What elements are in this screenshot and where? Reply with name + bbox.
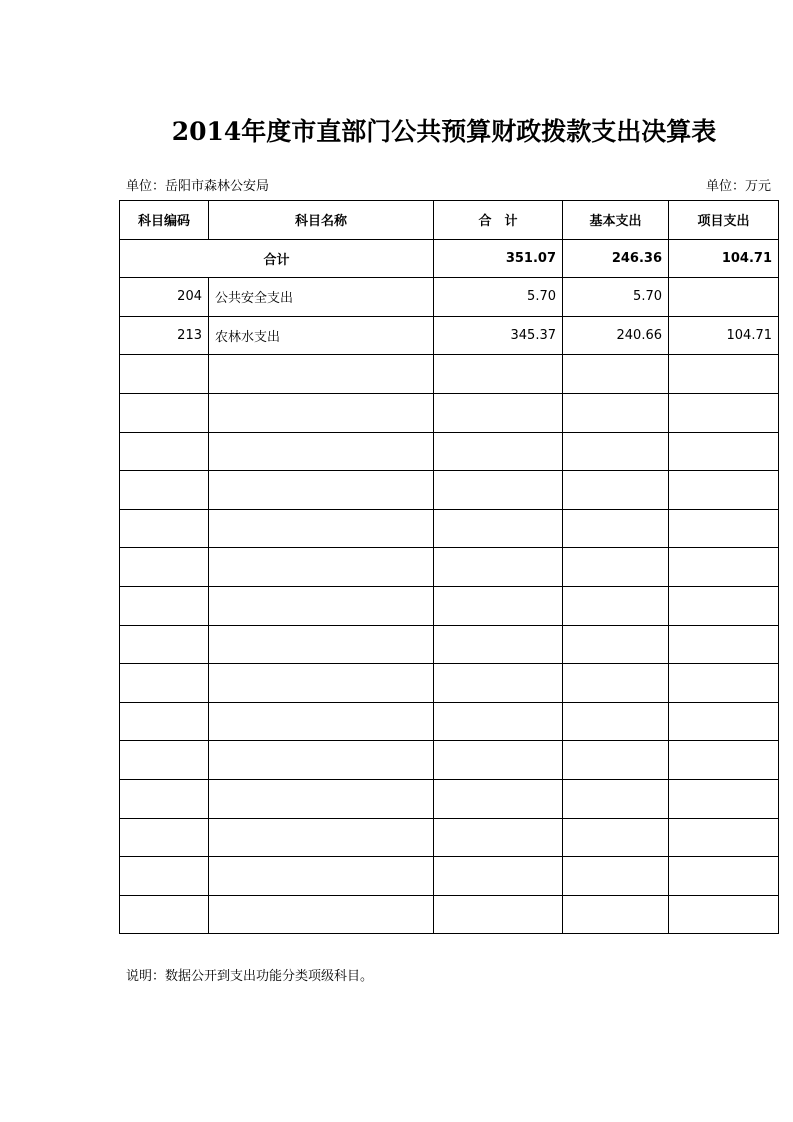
empty-cell — [669, 625, 779, 664]
empty-cell — [669, 586, 779, 625]
empty-row — [120, 625, 779, 664]
unit-organization: 单位：岳阳市森林公安局 — [126, 179, 270, 194]
header-total: 合 计 — [434, 201, 563, 240]
empty-cell — [434, 586, 563, 625]
empty-cell — [563, 509, 669, 548]
header-basic: 基本支出 — [563, 201, 669, 240]
empty-row — [120, 586, 779, 625]
empty-cell — [563, 393, 669, 432]
empty-cell — [120, 393, 209, 432]
empty-cell — [209, 471, 434, 510]
header-project: 项目支出 — [669, 201, 779, 240]
empty-cell — [209, 857, 434, 896]
empty-cell — [434, 548, 563, 587]
empty-row — [120, 432, 779, 471]
empty-cell — [434, 895, 563, 934]
empty-row — [120, 857, 779, 896]
empty-cell — [209, 625, 434, 664]
empty-cell — [563, 586, 669, 625]
empty-cell — [669, 548, 779, 587]
empty-cell — [434, 509, 563, 548]
empty-cell — [563, 857, 669, 896]
row-total: 345.37 — [434, 316, 563, 355]
empty-cell — [563, 432, 669, 471]
empty-row — [120, 664, 779, 703]
empty-row — [120, 895, 779, 934]
empty-row — [120, 471, 779, 510]
row-project — [669, 278, 779, 317]
empty-cell — [434, 779, 563, 818]
empty-cell — [563, 779, 669, 818]
header-name: 科目名称 — [209, 201, 434, 240]
empty-cell — [434, 857, 563, 896]
empty-cell — [120, 432, 209, 471]
empty-cell — [669, 702, 779, 741]
empty-cell — [434, 702, 563, 741]
empty-cell — [563, 664, 669, 703]
document-title: 2014年度市直部门公共预算财政拨款支出决算表 — [171, 117, 717, 146]
empty-cell — [434, 355, 563, 394]
empty-cell — [209, 895, 434, 934]
empty-cell — [209, 432, 434, 471]
empty-row — [120, 509, 779, 548]
table-row — [120, 316, 779, 355]
empty-cell — [563, 548, 669, 587]
empty-rows — [120, 355, 779, 934]
row-name: 农林水支出 — [209, 316, 434, 355]
empty-cell — [434, 393, 563, 432]
total-total: 351.07 — [434, 239, 563, 278]
empty-row — [120, 548, 779, 587]
empty-cell — [563, 741, 669, 780]
empty-cell — [563, 895, 669, 934]
empty-cell — [120, 895, 209, 934]
empty-cell — [563, 818, 669, 857]
row-project: 104.71 — [669, 316, 779, 355]
row-basic: 5.70 — [563, 278, 669, 317]
empty-cell — [209, 779, 434, 818]
empty-row — [120, 702, 779, 741]
empty-cell — [434, 664, 563, 703]
empty-cell — [563, 702, 669, 741]
empty-cell — [669, 509, 779, 548]
empty-cell — [209, 664, 434, 703]
empty-cell — [669, 664, 779, 703]
empty-row — [120, 818, 779, 857]
empty-cell — [434, 625, 563, 664]
empty-cell — [209, 741, 434, 780]
empty-cell — [434, 432, 563, 471]
empty-cell — [120, 625, 209, 664]
empty-cell — [209, 355, 434, 394]
table-row — [120, 278, 779, 317]
empty-cell — [120, 779, 209, 818]
empty-row — [120, 393, 779, 432]
empty-cell — [209, 393, 434, 432]
empty-cell — [434, 741, 563, 780]
total-label: 合计 — [120, 239, 434, 278]
empty-row — [120, 741, 779, 780]
empty-cell — [209, 702, 434, 741]
empty-cell — [209, 586, 434, 625]
row-name: 公共安全支出 — [209, 278, 434, 317]
empty-cell — [563, 625, 669, 664]
empty-cell — [669, 818, 779, 857]
empty-cell — [120, 818, 209, 857]
empty-cell — [120, 741, 209, 780]
empty-cell — [120, 664, 209, 703]
empty-cell — [209, 818, 434, 857]
empty-cell — [563, 471, 669, 510]
empty-cell — [434, 471, 563, 510]
table-header-row — [120, 201, 779, 240]
empty-cell — [669, 779, 779, 818]
empty-cell — [120, 702, 209, 741]
empty-cell — [120, 355, 209, 394]
budget-table — [119, 200, 779, 934]
empty-cell — [120, 586, 209, 625]
empty-cell — [120, 509, 209, 548]
empty-cell — [209, 509, 434, 548]
total-basic: 246.36 — [563, 239, 669, 278]
empty-cell — [209, 548, 434, 587]
total-project: 104.71 — [669, 239, 779, 278]
empty-row — [120, 779, 779, 818]
empty-row — [120, 355, 779, 394]
empty-cell — [120, 857, 209, 896]
empty-cell — [434, 818, 563, 857]
empty-cell — [669, 895, 779, 934]
row-basic: 240.66 — [563, 316, 669, 355]
row-code: 213 — [120, 316, 209, 355]
empty-cell — [669, 857, 779, 896]
empty-cell — [669, 355, 779, 394]
unit-currency: 单位：万元 — [705, 179, 771, 194]
empty-cell — [669, 471, 779, 510]
empty-cell — [120, 471, 209, 510]
empty-cell — [669, 393, 779, 432]
empty-cell — [120, 548, 209, 587]
empty-cell — [669, 741, 779, 780]
footnote: 说明：数据公开到支出功能分类项级科目。 — [126, 969, 374, 984]
empty-cell — [563, 355, 669, 394]
row-code: 204 — [120, 278, 209, 317]
total-row — [120, 239, 779, 278]
row-total: 5.70 — [434, 278, 563, 317]
empty-cell — [669, 432, 779, 471]
header-code: 科目编码 — [120, 201, 209, 240]
